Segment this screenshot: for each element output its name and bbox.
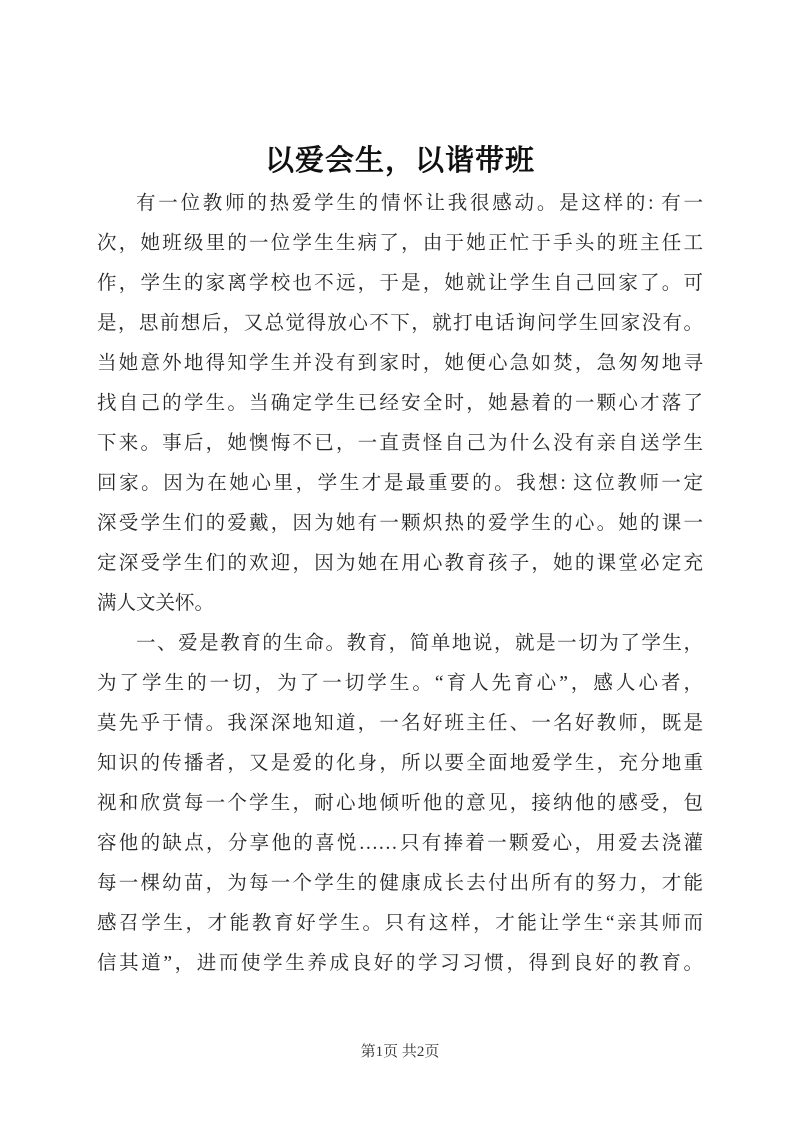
text-line: 是，思前想后，又总觉得放心不下，就打电话询问学生回家没有。 <box>97 313 703 334</box>
text-line: 感召学生，才能教育好学生。只有这样，才能让学生“亲其师而 <box>97 913 703 934</box>
text-line: 作，学生的家离学校也不远，于是，她就让学生自己回家了。可 <box>97 273 703 294</box>
paragraph <box>97 624 703 984</box>
text-line: 找自己的学生。当确定学生已经安全时，她悬着的一颗心才落了 <box>97 393 703 414</box>
text-line: 信其道”，进而使学生养成良好的学习习惯，得到良好的教育。 <box>97 953 703 974</box>
text-line: 每一棵幼苗，为每一个学生的健康成长去付出所有的努力，才能 <box>97 873 703 894</box>
text-line: 满人文关怀。 <box>97 593 215 614</box>
paragraph <box>97 184 703 624</box>
text-line: 为了学生的一切，为了一切学生。“育人先育心”，感人心者， <box>97 673 703 694</box>
text-line: 回家。因为在她心里，学生才是最重要的。我想: 这位教师一定 <box>97 473 703 494</box>
document-body <box>97 184 703 984</box>
text-line: 知识的传播者，又是爱的化身，所以要全面地爱学生，充分地重 <box>97 753 703 774</box>
text-line: 容他的缺点，分享他的喜悦……只有捧着一颗爱心，用爱去浇灌 <box>97 833 703 854</box>
text-line: 莫先乎于情。我深深地知道，一名好班主任、一名好教师，既是 <box>97 713 703 734</box>
page-footer <box>97 1043 703 1061</box>
text-line: 当她意外地得知学生并没有到家时，她便心急如焚，急匆匆地寻 <box>97 353 703 374</box>
text-line: 定深受学生们的欢迎，因为她在用心教育孩子，她的课堂必定充 <box>97 553 703 574</box>
document-title: 以爱会生，以谐带班 <box>264 145 535 177</box>
text-line: 有一位教师的热爱学生的情怀让我很感动。是这样的: 有一 <box>136 193 703 214</box>
text-line: 深受学生们的爱戴，因为她有一颗炽热的爱学生的心。她的课一 <box>97 513 703 534</box>
page-number-label: 第1页 共2页 <box>360 1044 440 1060</box>
text-line: 次，她班级里的一位学生生病了，由于她正忙于手头的班主任工 <box>97 233 703 254</box>
text-line: 视和欣赏每一个学生，耐心地倾听他的意见，接纳他的感受，包 <box>97 793 703 814</box>
text-line: 一、爱是教育的生命。教育，简单地说，就是一切为了学生， <box>136 633 703 654</box>
text-line: 下来。事后，她懊悔不已，一直责怪自己为什么没有亲自送学生 <box>97 433 703 454</box>
